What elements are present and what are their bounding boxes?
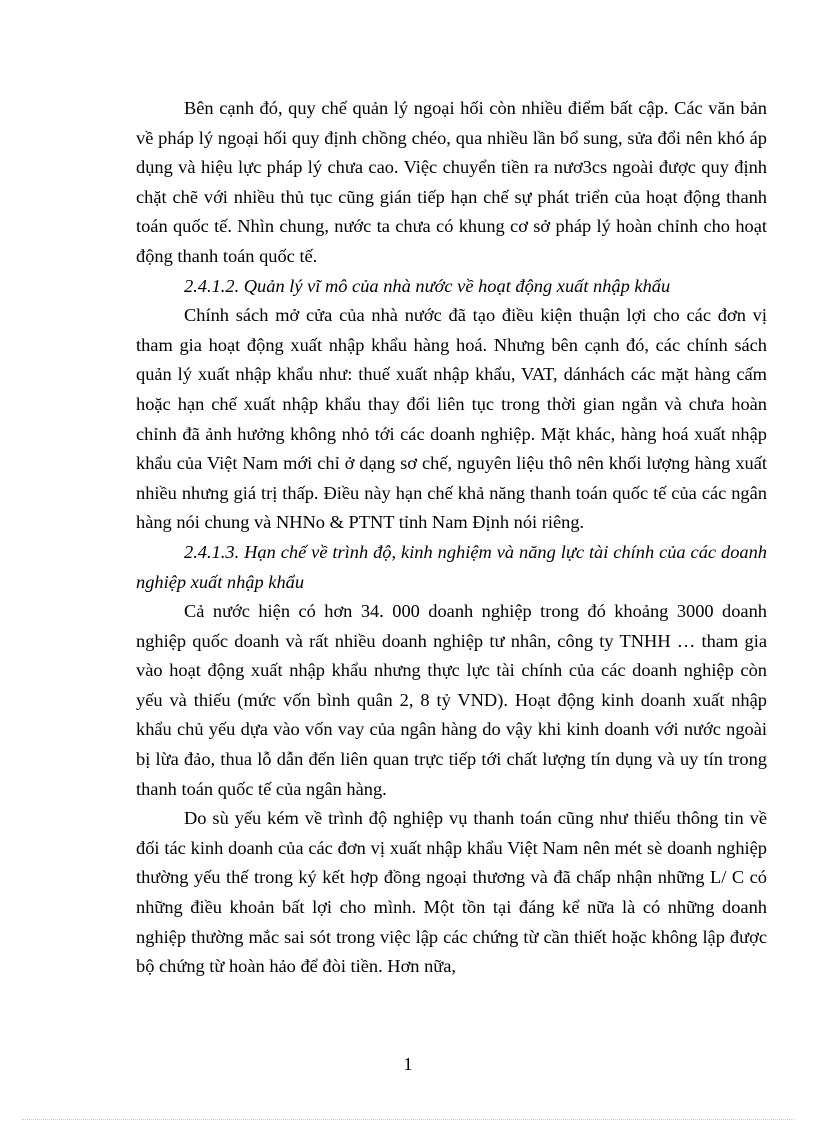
paragraph-payment-expertise: Do sù yếu kém về trình độ nghiệp vụ thanh toán cũng như thiếu thông tin về đối tác kinh doanh của các đơn vị xuất nhập khẩu Việt Nam nên mét sè doanh nghiệp thường yếu thế trong ký kết hợp đồng ngoại thương và đã chấp nhận những L/ C có những điều khoản bất lợi cho mình. Một tồn tại đáng kể nữa là có những doanh nghiệp thường mắc sai sót trong việc lập các chứng từ cần thiết hoặc không lập được bộ chứng từ hoàn hảo để đòi tiền. Hơn nữa, (136, 808, 767, 977)
paragraph-foreign-exchange-regulation: Bên cạnh đó, quy chế quản lý ngoại hối còn nhiều điểm bất cập. Các văn bản về pháp lý ngoại hối quy định chồng chéo, qua nhiều lần bổ sung, sửa đổi nên khó áp dụng và hiệu lực pháp lý chưa cao. Việc chuyển tiền ra nươ3cs ngoài được quy định chặt chẽ với nhiều thủ tục cũng gián tiếp hạn chế sự phát triển của hoạt động thanh toán quốc tế. Nhìn chung, nước ta chưa có khung cơ sở pháp lý hoàn chỉnh cho hoạt động thanh toán quốc tế. (136, 98, 767, 266)
section-heading-2-4-1-2: 2.4.1.2. Quản lý vĩ mô của nhà nước về hoạt động xuất nhập khẩu (184, 275, 671, 296)
page-number: 1 (403, 1054, 413, 1074)
section-heading-2-4-1-3: 2.4.1.3. Hạn chế về trình độ, kinh nghiệm và năng lực tài chính của các doanh nghiệp xuất nhập khẩu (136, 541, 767, 592)
document-body (136, 94, 767, 982)
paragraph-enterprise-capacity: Cả nước hiện có hơn 34. 000 doanh nghiệp trong đó khoảng 3000 doanh nghiệp quốc doanh và rất nhiều doanh nghiệp tư nhân, công ty TNHH … tham gia vào hoạt động xuất nhập khẩu nhưng thực lực tài chính của các doanh nghiệp còn yếu và thiếu (mức vốn bình quân 2, 8 tỷ VND). Hoạt động kinh doanh xuất nhập khẩu chủ yếu dựa vào vốn vay của ngân hàng do vậy khi kinh doanh với nước ngoài bị lừa đảo, thua lỗ dẫn đến liên quan trực tiếp tới chất lượng tín dụng và uy tín trong thanh toán quốc tế của ngân hàng. (136, 601, 767, 799)
page-bottom-divider (22, 1119, 794, 1120)
paragraph-state-macro-management: Chính sách mở cửa của nhà nước đã tạo điều kiện thuận lợi cho các đơn vị tham gia hoạt động xuất nhập khẩu hàng hoá. Nhưng bên cạnh đó, các chính sách quản lý xuất nhập khẩu như: thuế xuất nhập khẩu, VAT, dánhách các mặt hàng cấm hoặc hạn chế xuất nhập khẩu thay đổi liên tục trong thời gian ngắn và chưa hoàn chỉnh đã ảnh hưởng không nhỏ tới các doanh nghiệp. Mặt khác, hàng hoá xuất nhập khẩu của Việt Nam mới chỉ ở dạng sơ chế, nguyên liệu thô nên khối lượng hàng xuất nhiều nhưng giá trị thấp. Điều này hạn chế khả năng thanh toán quốc tế của các ngân hàng nói chung và NHNo & PTNT tỉnh Nam Định nói riêng. (136, 305, 767, 533)
